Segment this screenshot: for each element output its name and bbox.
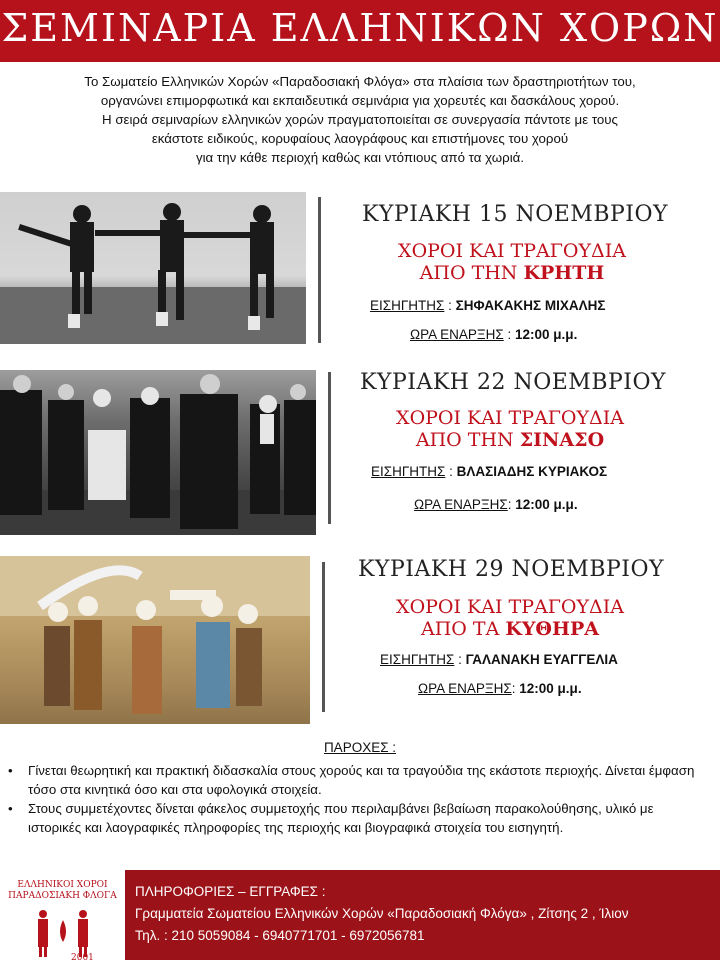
event-title-line [372, 262, 652, 284]
intro-line: για την κάθε περιοχή καθώς και ντόπιους από τα χωριά. [195, 150, 525, 165]
time-label: ΩΡΑ ΕΝΑΡΞΗΣ [414, 497, 508, 512]
speaker-label: ΕΙΣΗΓΗΤΗΣ [380, 652, 455, 667]
speaker-name: ΓΑΛΑΝΑΚΗ ΕΥΑΓΓΕΛΙΑ [465, 652, 618, 667]
intro-text [8, 72, 712, 167]
event-title-line: ΧΟΡΟΙ ΚΑΙ ΤΡΑΓΟΥΔΙΑ [396, 596, 624, 618]
event-region: ΚΡΗΤΗ [523, 262, 605, 284]
provisions-list [0, 761, 720, 837]
event-date: ΚΥΡΙΑΚΗ 29 ΝΟΕΜΒΡΙΟΥ [358, 557, 665, 582]
event-title-line: ΧΟΡΟΙ ΚΑΙ ΤΡΑΓΟΥΔΙΑ [396, 407, 624, 429]
event-title-line [370, 429, 650, 451]
event-date: ΚΥΡΙΑΚΗ 22 ΝΟΕΜΒΡΙΟΥ [360, 370, 667, 395]
event-time: ΩΡΑ ΕΝΑΡΞΗΣ : 12:00 μ.μ. [410, 327, 578, 342]
page-title: ΣΕΜΙΝΑΡΙΑ ΕΛΛΗΝΙΚΩΝ ΧΟΡΩΝ [1, 6, 719, 50]
event-title-prefix: ΑΠΟ ΤΑ [421, 618, 506, 640]
event-speaker: ΕΙΣΗΓΗΤΗΣ : ΒΛΑΣΙΑΔΗΣ ΚΥΡΙΑΚΟΣ [371, 464, 608, 479]
footer-banner [125, 870, 720, 960]
event-time: ΩΡΑ ΕΝΑΡΞΗΣ: 12:00 μ.μ. [418, 681, 582, 696]
event-date: ΚΥΡΙΑΚΗ 15 ΝΟΕΜΒΡΙΟΥ [362, 202, 669, 227]
intro-line: Η σειρά σεμιναρίων ελληνικών χορών πραγματοποιείται σε συνεργασία πάντοτε με τους [102, 112, 618, 127]
divider-line [328, 372, 331, 524]
event-region: ΚΥΘΗΡΑ [505, 618, 599, 640]
bullet-icon: • [8, 801, 13, 816]
event-title-prefix: ΑΠΟ ΤΗΝ [419, 262, 524, 284]
bullet-icon: • [8, 763, 13, 778]
provision-text: Στους συμμετέχοντες δίνεται φάκελος συμμετοχής που περιλαμβάνει βεβαίωση παρακολούθησης, υλικό με ιστορικές και λαογραφικές πληροφορίες της περιοχής και βιογραφικά στοιχεία του εισηγητή. [28, 801, 654, 835]
logo [0, 870, 125, 960]
speaker-label: ΕΙΣΗΓΗΤΗΣ [371, 464, 446, 479]
footer-heading: ΠΛΗΡΟΦΟΡΙΕΣ – ΕΓΓΡΑΦΕΣ : [135, 884, 326, 899]
logo-line: ΕΛΛΗΝΙΚΟΙ ΧΟΡΟΙ [17, 880, 108, 890]
provisions-section [0, 740, 720, 837]
intro-line: οργανώνει επιμορφωτικά και εκπαιδευτικά σεμινάρια για χορευτές και δασκάλους χορού. [100, 93, 620, 108]
event-time: ΩΡΑ ΕΝΑΡΞΗΣ: 12:00 μ.μ. [414, 497, 578, 512]
provisions-heading: ΠΑΡΟΧΕΣ : [323, 740, 397, 755]
speaker-label: ΕΙΣΗΓΗΤΗΣ [370, 298, 445, 313]
speaker-name: ΣΗΦΑΚΑΚΗΣ ΜΙΧΑΛΗΣ [455, 298, 606, 313]
event-speaker: ΕΙΣΗΓΗΤΗΣ : ΓΑΛΑΝΑΚΗ ΕΥΑΓΓΕΛΙΑ [380, 652, 618, 667]
time-label: ΩΡΑ ΕΝΑΡΞΗΣ [410, 327, 504, 342]
event-title-prefix: ΑΠΟ ΤΗΝ [415, 429, 520, 451]
event-title [372, 240, 652, 284]
logo-text [0, 880, 125, 902]
list-item [8, 761, 710, 799]
photo-kythera-dancers [0, 556, 310, 724]
event-title [370, 596, 650, 640]
header-banner [0, 0, 720, 62]
photo-crete-dancers [0, 192, 306, 344]
event-title-line [370, 618, 650, 640]
logo-dancers-icon [21, 906, 105, 962]
list-item [8, 799, 710, 837]
event-region: ΣΙΝΑΣΟ [519, 429, 605, 451]
divider-line [318, 197, 321, 343]
footer-phones: Τηλ. : 210 5059084 - 6940771701 - 6972056781 [135, 928, 425, 943]
provision-text: Γίνεται θεωρητική και πρακτική διδασκαλία στους χορούς και τα τραγούδια της εκάστοτε περιοχής. Δίνεται έμφαση τόσο στα κινητικά όσο και στα υφολογικά στοιχεία. [28, 763, 695, 797]
time-value: 12:00 μ.μ. [515, 327, 578, 342]
event-title-line: ΧΟΡΟΙ ΚΑΙ ΤΡΑΓΟΥΔΙΑ [398, 240, 626, 262]
intro-line: εκάστοτε ειδικούς, κορυφαίους λαογράφους και επιστήμονες του χορού [151, 131, 569, 146]
time-value: 12:00 μ.μ. [515, 497, 578, 512]
time-label: ΩΡΑ ΕΝΑΡΞΗΣ [418, 681, 512, 696]
speaker-name: ΒΛΑΣΙΑΔΗΣ ΚΥΡΙΑΚΟΣ [456, 464, 608, 479]
logo-line: ΠΑΡΑΔΟΣΙΑΚΗ ΦΛΟΓΑ [8, 891, 117, 901]
time-value: 12:00 μ.μ. [519, 681, 582, 696]
photo-sinasos-group [0, 370, 316, 535]
event-title [370, 407, 650, 451]
event-speaker: ΕΙΣΗΓΗΤΗΣ : ΣΗΦΑΚΑΚΗΣ ΜΙΧΑΛΗΣ [370, 298, 606, 313]
logo-year: 2001 [70, 953, 94, 962]
intro-line: Το Σωματείο Ελληνικών Χορών «Παραδοσιακή Φλόγα» στα πλαίσια των δραστηριοτήτων του, [84, 74, 636, 89]
divider-line [322, 562, 325, 712]
footer-address: Γραμματεία Σωματείου Ελληνικών Χορών «Παραδοσιακή Φλόγα» , Ζίτσης 2 , Ίλιον [135, 906, 629, 921]
